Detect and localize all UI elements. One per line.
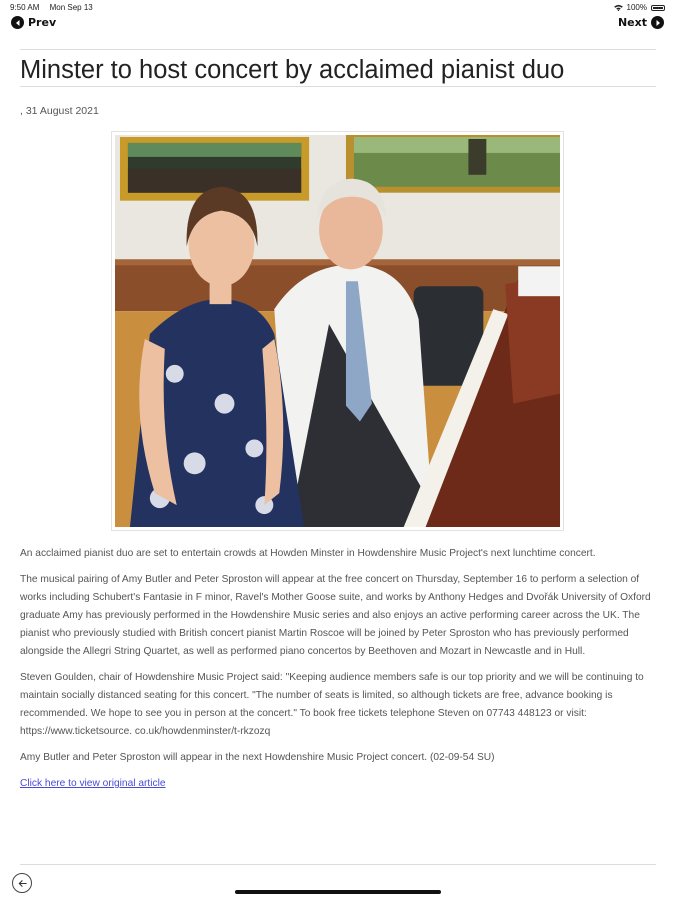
status-right bbox=[614, 3, 665, 12]
article-date: , 31 August 2021 bbox=[20, 105, 99, 117]
article-paragraph-4: Amy Butler and Peter Sproston will appear in the next Howdenshire Music Project concert. (02-09-54 SU) bbox=[20, 752, 495, 763]
prev-label: Prev bbox=[28, 16, 57, 29]
circle-arrow-left-icon bbox=[11, 16, 24, 29]
article-title: Minster to host concert by acclaimed pianist duo bbox=[20, 56, 565, 84]
article-paragraph-2: The musical pairing of Amy Butler and Peter Sproston will appear at the free concert on Thursday, September 16 to perform a selection of works including Schubert's Fantasie in F minor, Ravel's Mother Goose suite, and works by Anthony Hedges and Dvořák University of Oxford graduate Amy has previously performed in the Howdenshire Music series and also enjoys an active performing career across the UK. The pianist who previously studied with British concert pianist Martin Roscoe will be joined by Peter Sproston who has previously performed alongside the Allegri String Quartet, as well as performed piano concertos by Beethoven and Mozart in Newcastle and in Hull. bbox=[20, 574, 651, 657]
status-time: 9:50 AM bbox=[10, 3, 40, 12]
title-bottom-divider bbox=[20, 86, 656, 87]
prev-button[interactable] bbox=[11, 16, 56, 29]
status-bar bbox=[0, 0, 675, 14]
status-date: Mon Sep 13 bbox=[49, 3, 93, 12]
next-button[interactable] bbox=[618, 16, 664, 29]
footer-divider bbox=[20, 864, 656, 865]
view-original-article-link[interactable]: Click here to view original article bbox=[20, 778, 166, 789]
wifi-icon bbox=[614, 4, 623, 11]
battery-percent: 100% bbox=[626, 3, 647, 12]
back-arrow-icon bbox=[17, 878, 28, 889]
next-label: Next bbox=[617, 16, 647, 29]
title-top-divider bbox=[20, 49, 656, 50]
article-paragraph-1: An acclaimed pianist duo are set to entertain crowds at Howden Minster in Howdenshire Music Project's next lunchtime concert. bbox=[20, 548, 596, 559]
nav-bar bbox=[0, 16, 675, 36]
article-photo bbox=[111, 131, 564, 531]
status-left bbox=[10, 3, 93, 12]
pianist-duo-photo bbox=[115, 135, 560, 527]
battery-icon bbox=[651, 5, 665, 11]
back-button[interactable] bbox=[12, 873, 32, 893]
circle-arrow-right-icon bbox=[651, 16, 664, 29]
article-paragraph-3: Steven Goulden, chair of Howdenshire Music Project said: "Keeping audience members safe is our top priority and we will be continuing to maintain socially distanced seating for this concert. "The number of seats is limited, so although tickets are free, advance booking is recommended. We hope to see you in person at the concert." To book free tickets telephone Steven on 07743 448123 or visit: https://www.ticketsource. co.uk/howdenminster/t-rkzozq bbox=[20, 672, 644, 737]
home-indicator[interactable] bbox=[235, 890, 441, 894]
article-body bbox=[20, 545, 656, 801]
